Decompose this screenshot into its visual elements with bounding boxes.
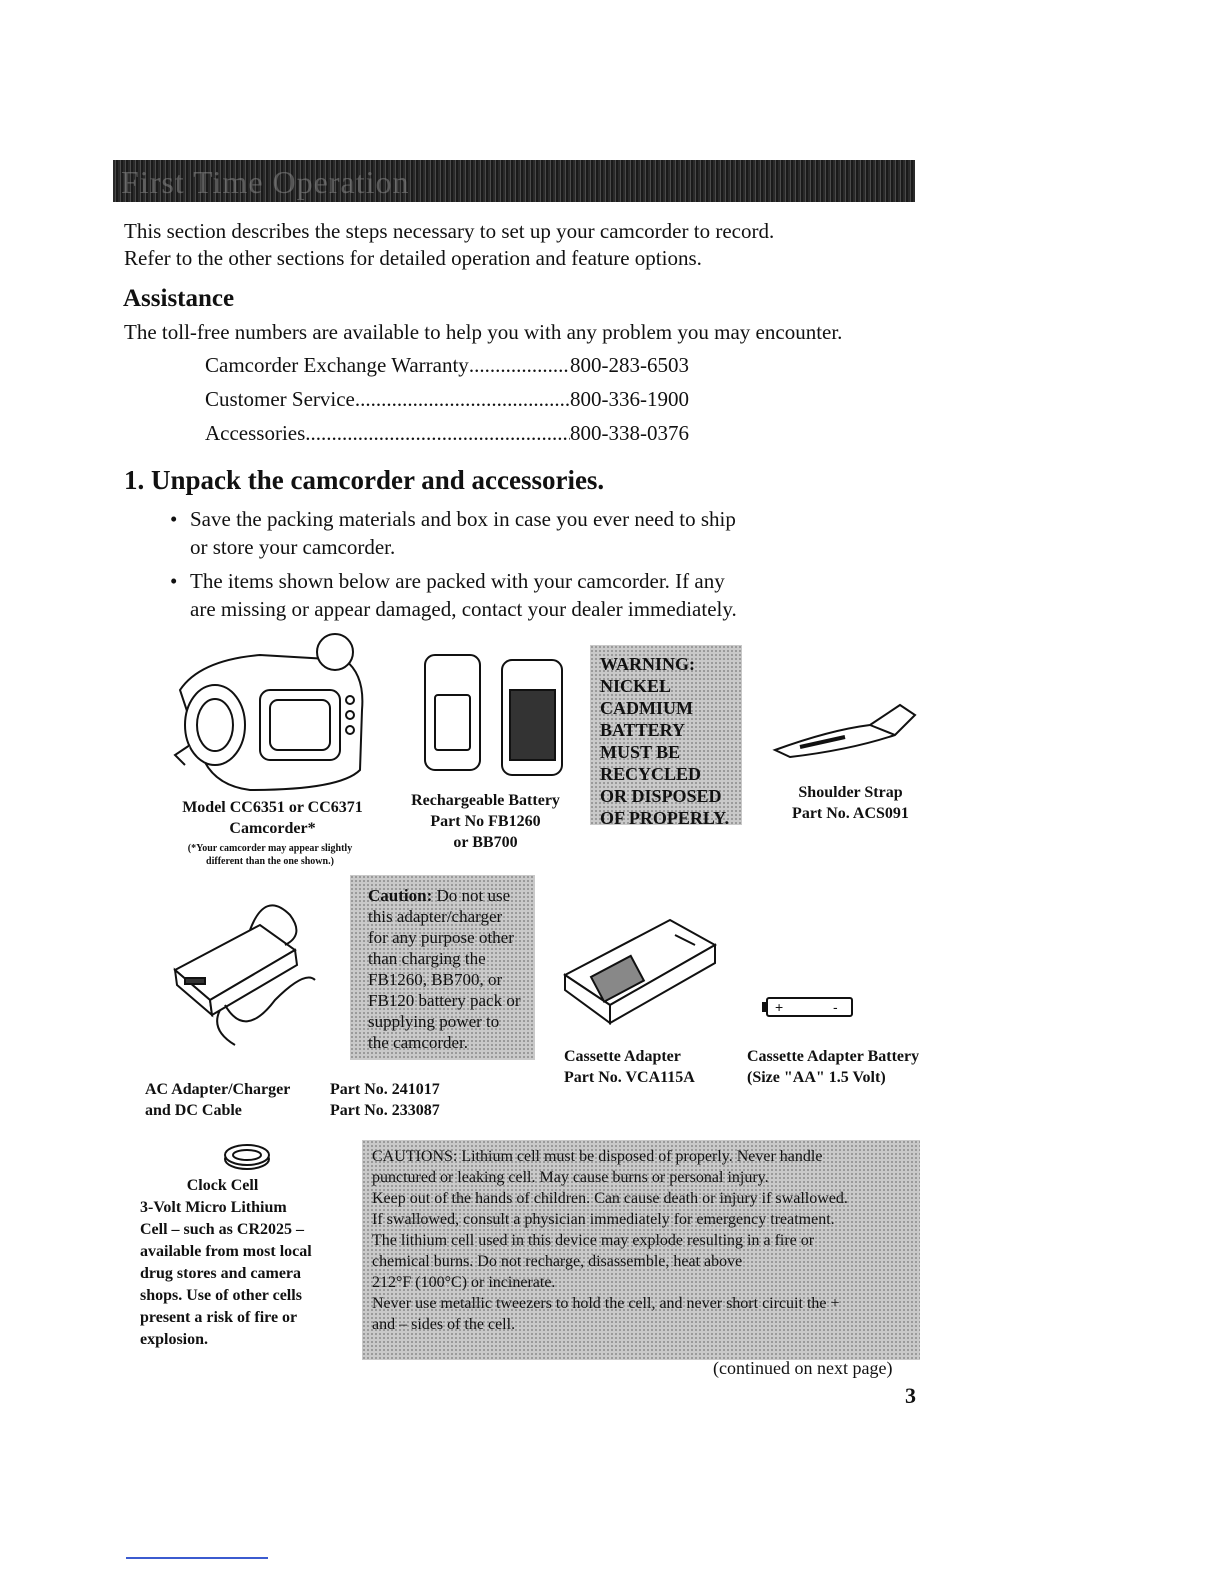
clock-cell-icon: [222, 1143, 272, 1171]
phone-list: [205, 353, 689, 455]
battery-warning-box: [590, 645, 742, 828]
battery-part: Part No FB1260: [430, 813, 541, 830]
battery-caption: [398, 790, 573, 853]
warning-line: WARNING:: [600, 654, 696, 674]
svg-text:+: +: [775, 999, 784, 1015]
bullet-item: • The items shown below are packed with your camcorder. If any are missing or appear damaged, contact your dealer immediately.: [170, 569, 737, 621]
cautions-line: Never use metallic tweezers to hold the cell, and never short circuit the +: [372, 1295, 840, 1312]
cassette-battery-size: (Size "AA" 1.5 Volt): [747, 1069, 886, 1086]
caution-label: Caution:: [368, 886, 433, 905]
cautions-line: and – sides of the cell.: [372, 1316, 516, 1333]
phone-number: 800-336-1900: [570, 387, 689, 411]
cassette-adapter-caption: [564, 1046, 695, 1088]
section-title: First Time Operation: [121, 164, 410, 200]
cassette-adapter-illustration: [555, 915, 720, 1030]
cautions-line: If swallowed, consult a physician immediately for emergency treatment.: [372, 1211, 835, 1228]
caution-line: this adapter/charger: [368, 907, 503, 926]
cautions-line: 212°F (100°C) or incinerate.: [372, 1274, 556, 1291]
strap-label: Shoulder Strap: [798, 784, 903, 801]
cassette-adapter-part: Part No. VCA115A: [564, 1069, 695, 1086]
bullet-text: are missing or appear damaged, contact your dealer immediately.: [190, 597, 737, 621]
cautions-line: CAUTIONS: Lithium cell must be disposed of properly. Never handle: [372, 1148, 823, 1165]
caution-line: supplying power to: [368, 1012, 500, 1031]
clock-cell-line: explosion.: [140, 1331, 209, 1348]
cautions-line: punctured or leaking cell. May cause burns or personal injury.: [372, 1169, 769, 1186]
phone-row: [205, 353, 689, 387]
caution-line: FB1260, BB700, or: [368, 970, 503, 989]
bullet-text: The items shown below are packed with your camcorder. If any: [190, 569, 725, 593]
phone-number: 800-283-6503: [570, 353, 689, 377]
warning-line: MUST BE: [600, 742, 681, 762]
clock-cell-title: Clock Cell: [186, 1177, 259, 1194]
cassette-battery-caption: [747, 1046, 919, 1088]
warning-line: OF PROPERLY.: [600, 808, 730, 828]
cautions-line: chemical burns. Do not recharge, disassemble, heat above: [372, 1253, 743, 1270]
clock-cell-line: shops. Use of other cells: [140, 1287, 302, 1304]
footer-rule: [126, 1557, 268, 1559]
clock-cell-line: 3-Volt Micro Lithium: [140, 1199, 287, 1216]
phone-label: Camcorder Exchange Warranty: [205, 353, 469, 377]
camcorder-label: Camcorder*: [229, 820, 316, 837]
intro-line-2: Refer to the other sections for detailed operation and feature options.: [124, 246, 702, 270]
page-number: 3: [905, 1383, 916, 1408]
battery-label: Rechargeable Battery: [411, 792, 560, 809]
camcorder-model: Model CC6351 or CC6371: [182, 799, 363, 816]
warning-line: OR DISPOSED: [600, 786, 722, 806]
aa-battery-icon: [763, 995, 858, 1019]
phone-row: [205, 387, 689, 421]
assistance-heading: Assistance: [123, 285, 235, 312]
bullet-text: or store your camcorder.: [190, 535, 396, 559]
warning-line: BATTERY: [600, 720, 686, 740]
cassette-adapter-label: Cassette Adapter: [564, 1048, 681, 1065]
step-1-heading: 1. Unpack the camcorder and accessories.: [124, 465, 605, 495]
intro-text: [124, 218, 774, 272]
caution-line: for any purpose other: [368, 928, 514, 947]
phone-row: [205, 421, 689, 455]
bullet-item: • Save the packing materials and box in case you ever need to ship or store your camcorder.: [170, 507, 736, 559]
svg-text:-: -: [833, 999, 838, 1015]
warning-line: RECYCLED: [600, 764, 702, 784]
phone-label: Accessories: [205, 421, 306, 445]
bullet-text: Save the packing materials and box in case you ever need to ship: [190, 507, 736, 531]
camcorder-caption: [165, 797, 380, 839]
ac-adapter-illustration: [165, 900, 330, 1050]
ac-adapter-parts: [330, 1079, 440, 1121]
section-banner: [113, 160, 915, 202]
adapter-part: Part No. 241017: [330, 1081, 440, 1098]
battery-alt-part: or BB700: [453, 834, 518, 851]
assistance-intro: The toll-free numbers are available to help you with any problem you may encounter.: [124, 320, 843, 344]
clock-cell-line: available from most local: [140, 1243, 312, 1260]
strap-caption: [768, 782, 933, 824]
cautions-line: Keep out of the hands of children. Can cause death or injury if swallowed.: [372, 1190, 848, 1207]
clock-cell-line: present a risk of fire or: [140, 1309, 298, 1326]
adapter-label: AC Adapter/Charger: [145, 1081, 291, 1098]
battery-illustration: [420, 650, 570, 780]
phone-number: 800-338-0376: [570, 421, 689, 445]
strap-part: Part No. ACS091: [792, 805, 909, 822]
caution-line: than charging the: [368, 949, 486, 968]
cautions-line: The lithium cell used in this device may explode resulting in a fire or: [372, 1232, 815, 1249]
strap-illustration: [770, 695, 920, 765]
phone-label: Customer Service: [205, 387, 355, 411]
continued-note: (continued on next page): [713, 1358, 893, 1378]
caution-line: FB120 battery pack or: [368, 991, 521, 1010]
camcorder-illustration: [170, 630, 380, 795]
warning-line: CADMIUM: [600, 698, 693, 718]
camcorder-note-line: (*Your camcorder may appear slightly: [187, 843, 353, 854]
caution-line: the camcorder.: [368, 1033, 469, 1052]
step-1-bullets: [170, 505, 820, 629]
ac-adapter-caption: [145, 1079, 290, 1121]
clock-cell-caption: [140, 1175, 360, 1351]
cable-label: and DC Cable: [145, 1102, 242, 1119]
warning-line: NICKEL: [600, 676, 672, 696]
clock-cell-line: Cell – such as CR2025 –: [140, 1221, 305, 1238]
clock-cell-line: drug stores and camera: [140, 1265, 302, 1282]
caution-line: Do not use: [436, 886, 511, 905]
camcorder-note-line: different than the one shown.): [206, 856, 334, 867]
intro-line-1: This section describes the steps necessary to set up your camcorder to record.: [124, 219, 775, 243]
adapter-caution-box: [350, 875, 535, 1060]
cassette-battery-label: Cassette Adapter Battery: [747, 1048, 920, 1065]
lithium-cautions-box: [362, 1140, 920, 1360]
cable-part: Part No. 233087: [330, 1102, 440, 1119]
camcorder-note: [155, 842, 385, 868]
